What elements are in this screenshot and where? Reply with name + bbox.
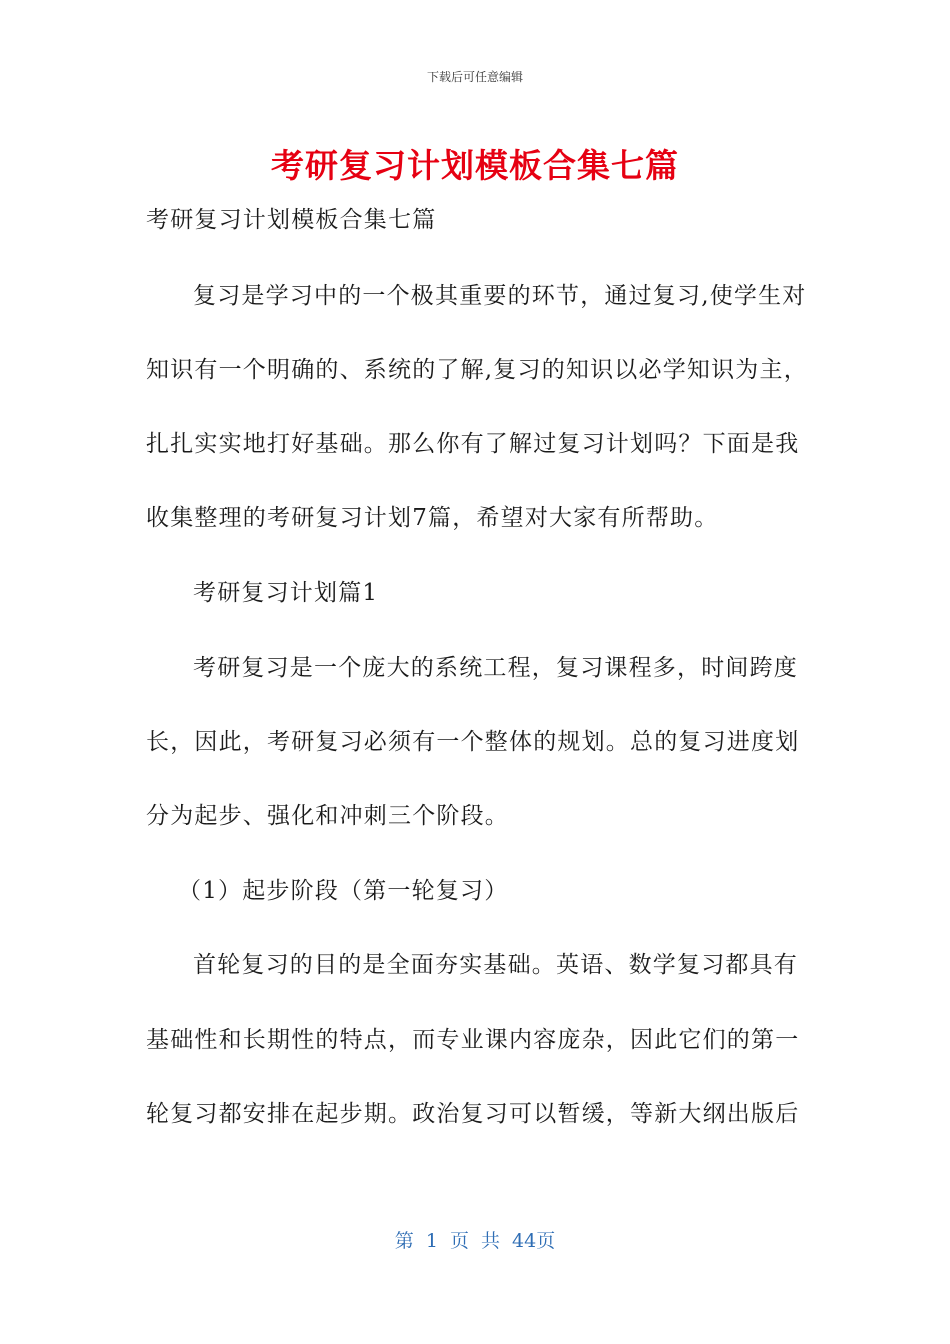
- body-line: 分为起步、强化和冲刺三个阶段。: [146, 803, 509, 829]
- body-line: 复习是学习中的一个极其重要的环节，通过复习,使学生对: [193, 283, 807, 309]
- body-line: 基础性和长期性的特点，而专业课内容庞杂，因此它们的第一: [146, 1027, 800, 1053]
- body-line: 考研复习计划模板合集七篇: [146, 207, 437, 233]
- page-number: 第 1 页 共 44页: [394, 1230, 556, 1252]
- body-line: 首轮复习的目的是全面夯实基础。英语、数学复习都具有: [193, 952, 798, 978]
- body-line: 轮复习都安排在起步期。政治复习可以暂缓，等新大纲出版后: [146, 1101, 800, 1127]
- subsection-heading: （1）起步阶段（第一轮复习）: [178, 878, 509, 904]
- body-line: 长，因此，考研复习必须有一个整体的规划。总的复习进度划: [146, 729, 800, 755]
- body-line: 知识有一个明确的、系统的了解,复习的知识以必学知识为主，: [146, 357, 808, 383]
- body-line: 考研复习是一个庞大的系统工程，复习课程多，时间跨度: [193, 655, 798, 681]
- body-line: 扎扎实实地打好基础。那么你有了解过复习计划吗？下面是我: [146, 431, 800, 457]
- document-title: 考研复习计划模板合集七篇: [271, 146, 679, 185]
- section-heading: 考研复习计划篇1: [193, 580, 379, 606]
- header-note: 下载后可任意编辑: [426, 70, 523, 84]
- body-line: 收集整理的考研复习计划7篇，希望对大家有所帮助。: [146, 505, 719, 531]
